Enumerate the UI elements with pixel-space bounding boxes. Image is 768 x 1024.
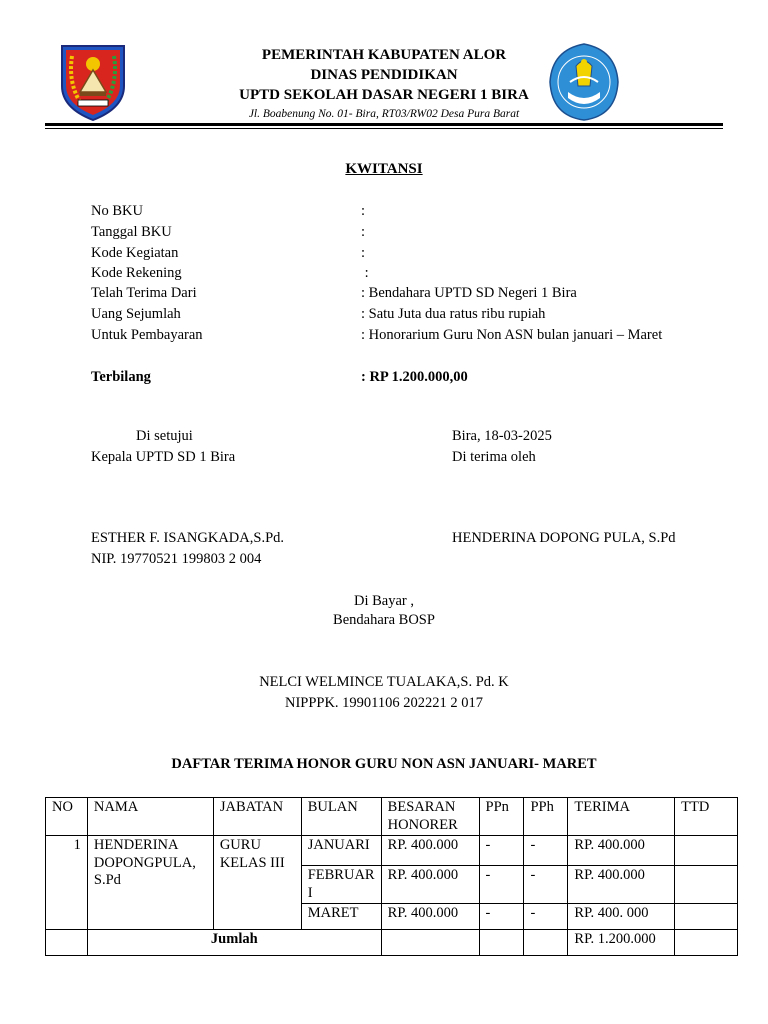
- total-empty: [381, 930, 479, 956]
- honor-table: [45, 797, 738, 956]
- header-bulan: BULAN: [301, 798, 381, 836]
- signer-right-name: HENDERINA DOPONG PULA, S.Pd: [452, 530, 676, 546]
- table-row: [46, 836, 738, 866]
- header-government: PEMERINTAH KABUPATEN ALOR: [261, 47, 507, 63]
- total-label: Jumlah: [87, 930, 381, 956]
- field-value: :: [361, 224, 366, 240]
- cell-besaran: RP. 400.000: [381, 866, 479, 904]
- total-empty: [479, 930, 524, 956]
- approval-left-line2: Kepala UPTD SD 1 Bira: [91, 449, 236, 465]
- total-empty: [675, 930, 738, 956]
- cell-besaran: RP. 400.000: [381, 836, 479, 866]
- approval-left-line1: Di setujui: [136, 428, 193, 444]
- list-title: DAFTAR TERIMA HONOR GURU NON ASN JANUARI- MARET: [171, 756, 597, 772]
- cell-besaran: RP. 400.000: [381, 904, 479, 930]
- cell-pph: -: [524, 836, 568, 866]
- field-label: Kode Kegiatan: [91, 245, 179, 261]
- field-label: Uang Sejumlah: [91, 306, 181, 322]
- total-terima: RP. 1.200.000: [568, 930, 675, 956]
- field-value: :: [361, 203, 366, 219]
- field-value: : Satu Juta dua ratus ribu rupiah: [361, 306, 546, 322]
- cell-bulan: FEBRUARI: [301, 866, 381, 904]
- cell-terima: RP. 400. 000: [568, 904, 675, 930]
- cell-ttd: [675, 904, 738, 930]
- header-department: DINAS PENDIDIKAN: [310, 67, 458, 83]
- cell-bulan: MARET: [301, 904, 381, 930]
- field-value: : Honorarium Guru Non ASN bulan januari – Maret: [361, 327, 663, 343]
- total-empty: [524, 930, 568, 956]
- table-total-row: [46, 930, 738, 956]
- header-nama: NAMA: [87, 798, 213, 836]
- header-no: NO: [46, 798, 88, 836]
- cell-terima: RP. 400.000: [568, 866, 675, 904]
- field-label: Telah Terima Dari: [91, 285, 197, 301]
- terbilang-label: Terbilang: [91, 369, 151, 385]
- total-empty: [46, 930, 88, 956]
- signer-left-name: ESTHER F. ISANGKADA,S.Pd.: [91, 530, 285, 546]
- cell-ppn: -: [479, 836, 524, 866]
- header-ppn: PPn: [479, 798, 524, 836]
- cell-nama: HENDERINA DOPONGPULA, S.Pd: [87, 836, 213, 930]
- cell-no: 1: [46, 836, 88, 930]
- field-label: Untuk Pembayaran: [91, 327, 203, 343]
- header-jabatan: JABATAN: [213, 798, 301, 836]
- cell-ppn: -: [479, 866, 524, 904]
- cell-terima: RP. 400.000: [568, 836, 675, 866]
- signer-left-nip: NIP. 19770521 199803 2 004: [91, 551, 262, 567]
- cell-ppn: -: [479, 904, 524, 930]
- field-label: Tanggal BKU: [91, 224, 172, 240]
- field-value: :: [361, 265, 369, 281]
- cell-ttd: [675, 866, 738, 904]
- field-label: Kode Rekening: [91, 265, 182, 281]
- terbilang-value: : RP 1.200.000,00: [361, 369, 468, 385]
- header-pph: PPh: [524, 798, 568, 836]
- document-title: KWITANSI: [345, 161, 423, 177]
- cell-pph: -: [524, 904, 568, 930]
- header-divider-thin: [45, 128, 723, 129]
- cell-bulan: JANUARI: [301, 836, 381, 866]
- approval-right-date: Bira, 18-03-2025: [452, 428, 552, 444]
- payer-line2: Bendahara BOSP: [333, 612, 435, 628]
- header-school: UPTD SEKOLAH DASAR NEGERI 1 BIRA: [239, 87, 529, 103]
- payer-nip: NIPPPK. 19901106 202221 2 017: [284, 695, 484, 711]
- header-terima: TERIMA: [568, 798, 675, 836]
- cell-jabatan: GURU KELAS III: [213, 836, 301, 930]
- cell-ttd: [675, 836, 738, 866]
- payer-name: NELCI WELMINCE TUALAKA,S. Pd. K: [259, 674, 509, 690]
- header-address: Jl. Boabenung No. 01- Bira, RT03/RW02 Desa Pura Barat: [248, 108, 520, 120]
- approval-right-line2: Di terima oleh: [452, 449, 536, 465]
- table-header-row: [46, 798, 738, 836]
- header-divider-thick: [45, 123, 723, 126]
- field-value: : Bendahara UPTD SD Negeri 1 Bira: [361, 285, 577, 301]
- cell-pph: -: [524, 866, 568, 904]
- header-besaran: BESARAN HONORER: [381, 798, 479, 836]
- payer-line1: Di Bayar ,: [354, 593, 414, 609]
- field-label: No BKU: [91, 203, 143, 219]
- header-ttd: TTD: [675, 798, 738, 836]
- field-value: :: [361, 245, 366, 261]
